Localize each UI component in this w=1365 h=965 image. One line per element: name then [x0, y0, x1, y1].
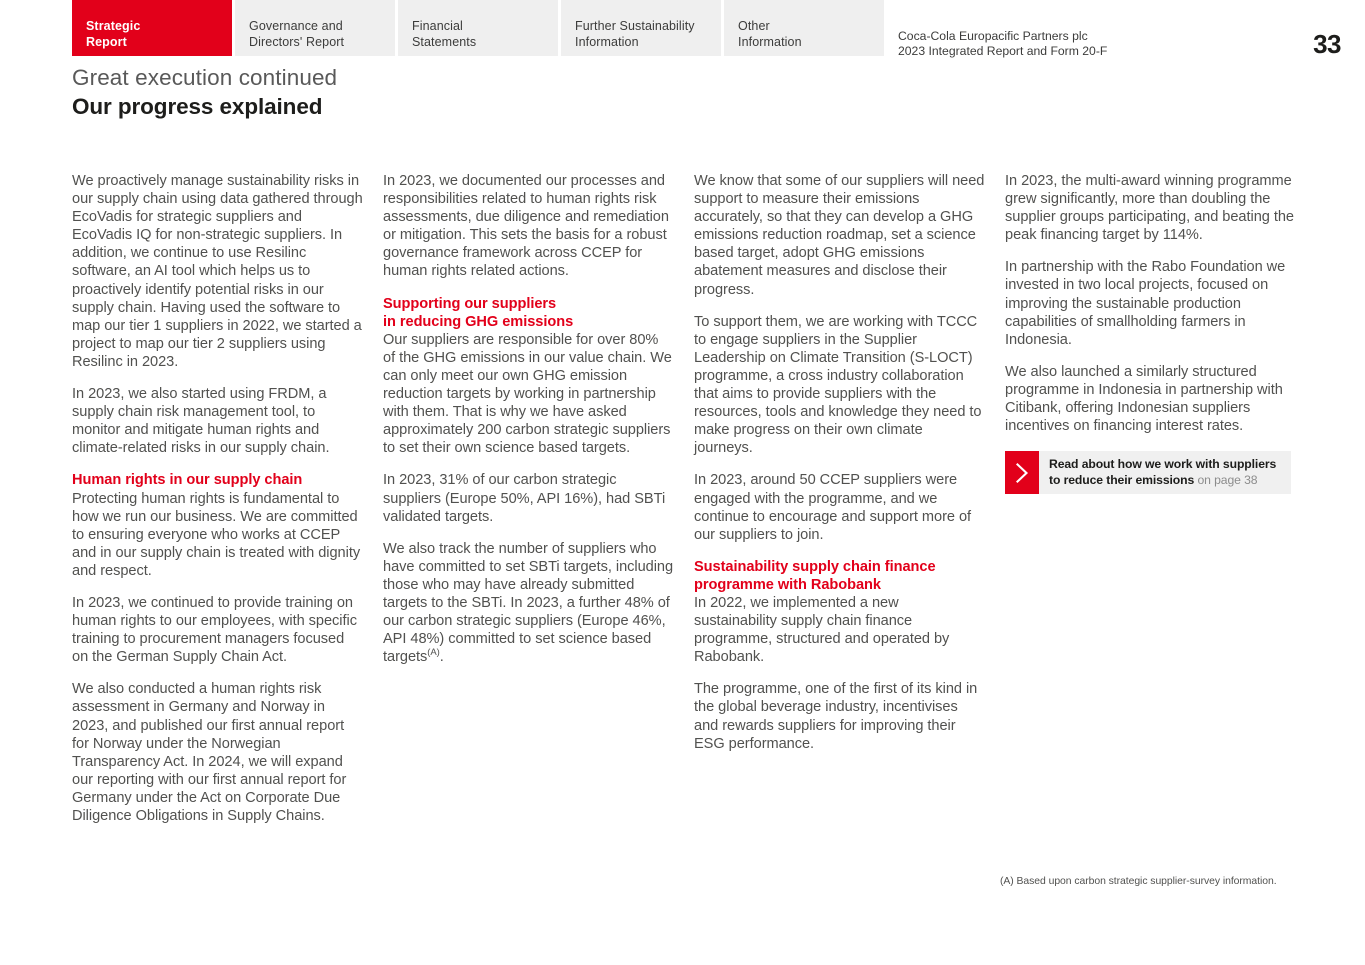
- paragraph: We also conducted a human rights risk assessment in Germany and Norway in 2023, and published our first annual report for Norway under the Norwegian Transparency Act. In 2024, we will expand our reporting with our first annual report for Germany under the Act on Corporate Due Diligence Obligations in Supply Chains.: [72, 681, 347, 824]
- page-number: 33: [1313, 29, 1341, 59]
- cross-reference-page: on page 38: [1197, 472, 1258, 487]
- page-title: Our progress explained: [72, 94, 323, 119]
- paragraph-text-tail: .: [439, 649, 444, 666]
- paragraph: In 2023, we continued to provide training on human rights to our employees, with specific training to procurement managers focused on the German Supply Chain Act.: [72, 594, 357, 666]
- tab-label-line2: Statements: [412, 35, 477, 49]
- tab-strategic-report[interactable]: [72, 0, 232, 56]
- section-heading-line1: Sustainability supply chain finance: [694, 558, 936, 575]
- paragraph: Our suppliers are responsible for over 80% of the GHG emissions in our value chain. We can only meet our own GHG emission reduction targets by working in partnership with them. That is why we have asked approximately 200 carbon strategic suppliers to set their own science based targets.: [383, 331, 672, 457]
- tab-label-line2: Information: [575, 35, 639, 49]
- paragraph: In 2023, we documented our processes and responsibilities related to human rights risk assessments, due diligence and remediation or mitigation. This sets the basis for a robust governance framework across CCEP for human rights related actions.: [383, 173, 669, 280]
- column-3: [694, 172, 985, 825]
- tab-label-line1: Further Sustainability: [575, 19, 695, 33]
- section-heading-line1: Supporting our suppliers: [383, 295, 557, 312]
- paragraph: We also launched a similarly structured programme in Indonesia in partnership with Citibank, offering Indonesian suppliers incentives on financing interest rates.: [1005, 363, 1283, 435]
- paragraph: In 2023, we also started using FRDM, a supply chain risk management tool, to monitor and mitigate human rights and climate-related risks in our supply chain.: [72, 386, 330, 457]
- paragraph: Protecting human rights is fundamental to how we run our business. We are committed to ensuring everyone who works at CCEP and in our supply chain is treated with dignity and respect.: [72, 490, 361, 579]
- column-4: [1005, 172, 1296, 825]
- paragraph: We proactively manage sustainability risks in our supply chain using data gathered through EcoVadis for strategic suppliers and EcoVadis IQ for non-strategic suppliers. In addition, we continue to use Resilinc software, an AI tool which helps us to proactively identify potential risks in our supply chain. Having used the software to map our tier 1 suppliers in 2022, we started a project to map our tier 2 suppliers using Resilinc in 2023.: [72, 173, 363, 370]
- tab-financial-statements[interactable]: [398, 0, 558, 56]
- paragraph: In 2022, we implemented a new sustainability supply chain finance programme, structured and operated by Rabobank.: [694, 594, 950, 666]
- report-identifier: [898, 29, 1107, 59]
- footnote-marker: (A): [427, 647, 440, 659]
- section-tab-bar: [72, 0, 884, 56]
- footnote: (A) Based upon carbon strategic supplier-survey information.: [1000, 876, 1277, 887]
- tab-further-sustainability-information[interactable]: [561, 0, 721, 56]
- section-heading-supporting-suppliers: [383, 295, 674, 331]
- tab-other-information[interactable]: [724, 0, 884, 56]
- tab-label-line1: Other: [738, 19, 770, 33]
- paragraph: To support them, we are working with TCCC to engage suppliers in the Supplier Leadership on Climate Transition (S-LOCT) programme, a cross industry collaboration that aims to provide suppliers with the resources, tools and knowledge they need to make progress on their own climate journeys.: [694, 313, 982, 457]
- paragraph: In 2023, 31% of our carbon strategic suppliers (Europe 50%, API 16%), had SBTi validated targets.: [383, 472, 666, 525]
- paragraph: In 2023, around 50 CCEP suppliers were engaged with the programme, and we continue to encourage and support more of our suppliers to join.: [694, 472, 972, 543]
- report-company-name: Coca-Cola Europacific Partners plc: [898, 29, 1088, 43]
- paragraph: We know that some of our suppliers will need support to measure their emissions accurately, so that they can develop a GHG emissions reduction roadmap, set a science based target, adopt GHG emissions abatement measures and disclose their progress.: [694, 173, 985, 298]
- report-document-name: 2023 Integrated Report and Form 20-F: [898, 44, 1108, 58]
- cross-reference-line2: to reduce their emissions: [1049, 472, 1195, 487]
- cross-reference-line1: Read about how we work with suppliers: [1049, 457, 1277, 472]
- tab-label-line2: Information: [738, 35, 802, 49]
- tab-label-line2: Directors' Report: [249, 35, 345, 49]
- tab-label-line1: Governance and: [249, 19, 343, 33]
- article-columns: [72, 172, 1294, 825]
- column-2: [383, 172, 674, 825]
- tab-label-line2: Report: [86, 35, 127, 49]
- section-heading-line2: in reducing GHG emissions: [383, 313, 574, 330]
- paragraph: The programme, one of the first of its kind in the global beverage industry, incentivises and rewards suppliers for improving their ESG performance.: [694, 681, 978, 752]
- column-1: [72, 172, 363, 825]
- cross-reference-text: [1039, 451, 1285, 494]
- section-heading-rabobank-finance: [694, 558, 985, 594]
- tab-governance-and-directors-report[interactable]: [235, 0, 395, 56]
- tab-label-line1: Financial: [412, 19, 463, 33]
- page-title-block: [72, 64, 772, 121]
- cross-reference-callout[interactable]: [1005, 451, 1291, 494]
- paragraph: In partnership with the Rabo Foundation we invested in two local projects, focused on improving the sustainable production capabilities of smallholding farmers in Indonesia.: [1005, 259, 1286, 348]
- paragraph-with-footnote-marker: [383, 540, 674, 667]
- tab-label-line1: Strategic: [86, 19, 141, 33]
- paragraph-text: We also track the number of suppliers who have committed to set SBTi targets, including those who may have already submitted targets to the SBTi. In 2023, a further 48% of our carbon strategic suppliers (Europe 46%, API 48%) committed to set science based targets: [383, 540, 674, 666]
- section-heading-human-rights: Human rights in our supply chain: [72, 472, 303, 489]
- chevron-right-icon: [1005, 451, 1039, 494]
- page-title-eyebrow: Great execution continued: [72, 65, 338, 90]
- paragraph: In 2023, the multi-award winning programme grew significantly, more than doubling the supplier groups participating, and beating the peak financing target by 114%.: [1005, 173, 1294, 244]
- page-header: [0, 0, 1365, 58]
- section-heading-line2: programme with Rabobank: [694, 576, 881, 593]
